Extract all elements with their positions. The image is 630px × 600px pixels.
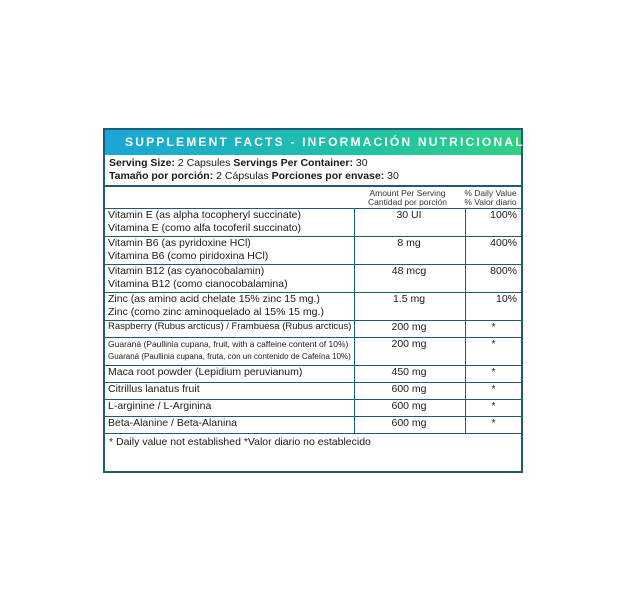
amount-per-serving: 600 mg	[391, 383, 427, 395]
amount-per-serving: 450 mg	[391, 366, 427, 378]
ingredient-name: Maca root powder (Lepidium peruvianum)	[105, 366, 355, 382]
tamano-porcion-label: Tamaño por porción:	[109, 170, 214, 182]
tamano-porcion-value: 2 Cápsulas	[213, 170, 272, 182]
amount-per-serving: 8 mg	[397, 237, 421, 249]
servings-per-container-value: 30	[352, 157, 368, 169]
serving-line-es	[109, 170, 517, 183]
table-row	[105, 209, 521, 237]
table-row	[105, 293, 521, 321]
ingredient-name: Guaraná (Paullinia cupana, fruit, with a caffeine content of 10%) Guaraná (Paullinia cupana, fruta, con un contenido de Cafeína 10%)	[105, 338, 355, 365]
amount-per-serving: 600 mg	[391, 417, 427, 429]
table-row	[105, 417, 521, 434]
panel-title: SUPPLEMENT FACTS - INFORMACIÓN NUTRICIONAL	[105, 130, 521, 155]
daily-value: *	[465, 321, 521, 337]
daily-value: 100%	[465, 209, 521, 236]
daily-value: 10%	[465, 293, 521, 320]
daily-value: *	[465, 383, 521, 399]
amount-column-header: Amount Per Serving Cantidad por porción	[368, 188, 447, 207]
daily-value: 800%	[465, 265, 521, 292]
porciones-envase-label: Porciones por envase:	[271, 170, 385, 182]
daily-value: *	[465, 400, 521, 416]
ingredient-name: Beta-Alanine / Beta-Alanina	[105, 417, 355, 433]
amount-per-serving: 200 mg	[391, 338, 427, 350]
table-row	[105, 237, 521, 265]
serving-size-value: 2 Capsules	[174, 157, 234, 169]
ingredient-name: Citrillus lanatus fruit	[105, 383, 355, 399]
table-row	[105, 338, 521, 366]
ingredient-name: L-arginine / L-Arginina	[105, 400, 355, 416]
table-row	[105, 383, 521, 400]
dv-column-header: % Daily Value % Valor diario	[464, 188, 517, 207]
amount-per-serving: 600 mg	[391, 400, 427, 412]
ingredient-name: Vitamin B6 (as pyridoxine HCl) Vitamina B6 (como piridoxina HCl)	[105, 237, 355, 264]
daily-value: *	[465, 366, 521, 382]
daily-value: *	[465, 338, 521, 365]
ingredient-name: Vitamin E (as alpha tocopheryl succinate) Vitamina E (como alfa tocoferil succinato)	[105, 209, 355, 236]
supplement-facts-panel	[103, 128, 523, 473]
ingredient-name: Zinc (as amino acid chelate 15% zinc 15 mg.) Zinc (como zinc aminoquelado al 15% 15 mg.)	[105, 293, 355, 320]
table-row	[105, 400, 521, 417]
serving-info	[105, 155, 521, 187]
column-headers	[105, 187, 521, 209]
table-row	[105, 321, 521, 338]
daily-value: 400%	[465, 237, 521, 264]
amount-per-serving: 1.5 mg	[392, 293, 426, 305]
amount-per-serving: 200 mg	[391, 321, 427, 333]
servings-per-container-label: Servings Per Container:	[233, 157, 353, 169]
amount-per-serving: 30 UI	[396, 209, 422, 221]
porciones-envase-value: 30	[384, 170, 399, 182]
serving-line-en	[109, 157, 517, 170]
ingredient-name: Raspberry (Rubus arcticus) / Frambuesa (Rubus arcticus)	[105, 321, 355, 337]
nutrient-table	[105, 209, 521, 434]
ingredient-name: Vitamin B12 (as cyanocobalamin) Vitamina B12 (como cianocobalamina)	[105, 265, 355, 292]
daily-value: *	[465, 417, 521, 433]
table-row	[105, 366, 521, 383]
table-row	[105, 265, 521, 293]
amount-per-serving: 48 mcg	[391, 265, 427, 277]
serving-size-label: Serving Size:	[109, 157, 175, 169]
footnote: * Daily value not established *Valor diario no establecido	[109, 436, 371, 448]
